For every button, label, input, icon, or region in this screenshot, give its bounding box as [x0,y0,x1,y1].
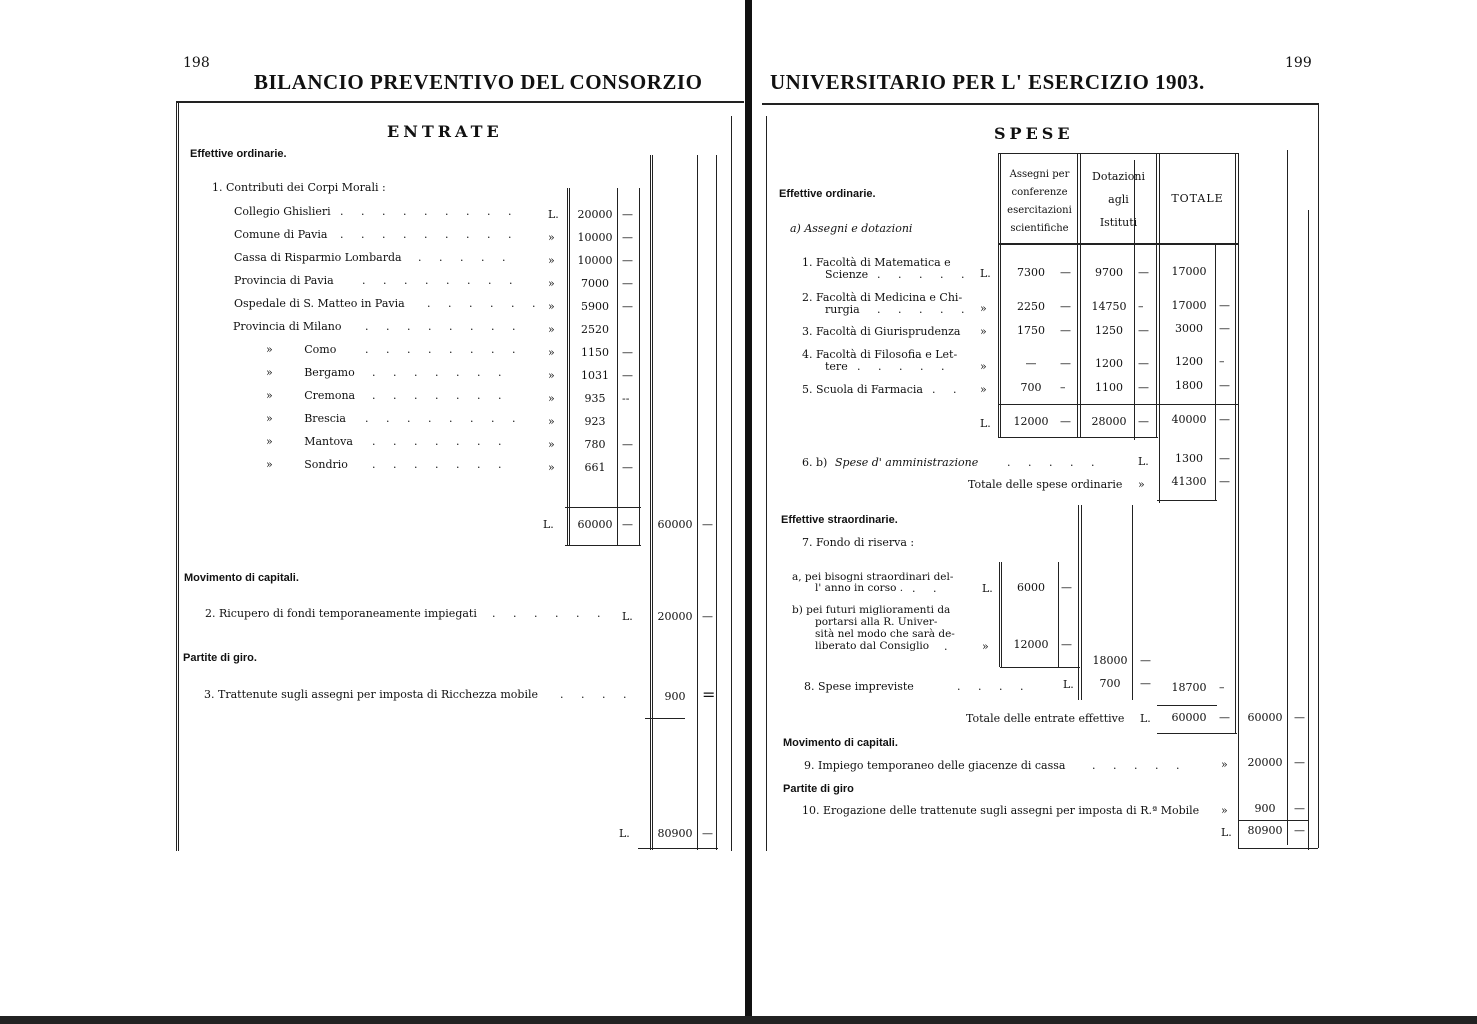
totale-effettive-label: Totale delle entrate effettive [966,712,1125,725]
contributor-name: Cassa di Risparmio Lombarda [234,251,402,264]
faculty-assegni: — [1025,357,1037,370]
faculty-a-dash: — [1060,300,1071,313]
rule [998,153,999,438]
totale-ordinarie-dash: — [1219,475,1230,488]
rule [645,718,685,719]
item3-label: 3. Trattenute sugli assegni per imposta di Ricchezza mobile [204,688,538,701]
rule [999,562,1000,667]
rule [998,404,1238,405]
faculty-a-dash: — [1060,324,1071,337]
item7b-mark: » [982,640,989,653]
grand-total-dash-right: — [1294,824,1305,837]
rule [567,188,568,546]
grand-total-amount-right: 80900 [1247,824,1283,837]
item3-dash: = [702,685,716,704]
contributor-mark: » [548,369,555,382]
faculty-t-dash: — [1219,322,1230,335]
rule [1238,153,1239,848]
header-dotazioni-3: Istituti [1099,216,1138,229]
contributor-dash: — [622,369,633,382]
item7a-line1: a, pei bisogni straordinari del- [792,571,954,583]
item7b-line1: b) pei futuri miglioramenti da [792,604,951,616]
page-number-left: 198 [183,55,210,71]
contributor-amount: 1031 [581,369,609,382]
item10-amount: 900 [1254,802,1276,815]
faculty-dotazioni: 1200 [1095,357,1123,370]
faculty-assegni: 1750 [1017,324,1045,337]
faculty-a-dash: — [1060,266,1071,279]
faculty-totals-assegni: 12000 [1013,415,1049,428]
contributor-dash: — [622,461,633,474]
contributor-dash: — [622,346,633,359]
movimento-label-left: Movimento di capitali. [184,572,299,584]
contributor-mark: » [548,277,555,290]
item2-dash: — [702,610,713,623]
contributor-mark: » [548,392,555,405]
contributor-name: Collegio Ghislieri [234,205,331,218]
faculty-t-dash: – [1219,355,1225,368]
rule [1156,153,1157,438]
rule [1001,562,1002,667]
rule [1000,667,1080,668]
rule [650,155,651,850]
faculty-totals-t-dash: — [1219,413,1230,426]
header-dotazioni-1: Dotazioni [1092,170,1145,183]
rule [1081,505,1082,700]
faculty-d-dash: – [1138,300,1144,313]
rule [1238,820,1308,821]
faculty-mark: » [980,302,987,315]
faculty-a-dash: – [1060,381,1066,394]
partite-label-right: Partite di giro [783,783,854,795]
item3-amount: 900 [664,690,686,703]
item7b-sum-dash: — [1140,654,1151,667]
rule [998,243,1238,245]
right-page: 199 UNIVERSITARIO PER L' ESERCIZIO 1903. SPESE Assegni per conferenze esercitazioni scientifiche Dotazioni agli Istituti TOTALE Effettive ordinarie. a) Assegni e dotazioni 1. Facoltà di Matematica e Scienze . . . . . L. 7300 — 9700 — 17000 2. Facoltà di Medicina e Chi- rurgia . . . . . » 2250 — 14750 – 17000 — 3. Facoltà di Giurisprudenza » 1750 — 1250 — 3000 — 4. Facoltà di Filosofia e Let- tere . . . . . » — — 1200 — 1200 – 5. Scuola di Farmacia . . » 700 – 1100 — 1800 — L. 12000 — 28000 — 40000 — 6. b) Spese d' amministrazione . . . . . L. 1300 — Totale delle spese ordinarie » 41300 — Effettive straordinarie. 7. Fondo di riserva : a, pei bisogni straordinari del- l' anno in corso . . . L. 6000 — b) pei futuri miglioramenti da portarsi alla R. Univer- sità nel modo che sarà de- liberato dal Consiglio . » 12000 — 18000 — 8. Spese impreviste . . . . L. 700 — 18700 – Totale delle entrate effettive L. 60000 — 60000 — Movimento di capitali. 9. Impiego temporaneo delle giacenze di cassa . . . . . » 20000 — Partite di giro 10. Erogazione delle trattenute sugli assegni per imposta di R.ª Mobile » 900 — L. 80900 — [752,0,1477,1024]
faculty-line2: Scienze [825,268,869,281]
faculty-mark: » [980,383,987,396]
contributor-name: Provincia di Pavia [234,274,334,287]
faculty-dotazioni: 1250 [1095,324,1123,337]
totale-effettive-outer: 60000 [1247,711,1283,724]
rule [652,155,653,850]
faculty-totale: 17000 [1171,265,1207,278]
effettive-ordinarie-label: Effettive ordinarie. [190,148,287,160]
item7a-dash: — [1061,581,1072,594]
item6-amount: 1300 [1175,452,1203,465]
item7a-mark: L. [982,582,993,595]
rule [766,116,767,851]
item6-prefix: 6. b) [802,456,828,469]
item2-amount: 20000 [657,610,693,623]
item8-label: 8. Spese impreviste [804,680,914,693]
faculty-mark: L. [980,267,991,280]
item7a-amount: 6000 [1017,581,1045,594]
contributor-mark: » [548,323,555,336]
faculty-assegni: 7300 [1017,266,1045,279]
item10-dash: — [1294,802,1305,815]
rule [569,188,570,546]
faculty-line1: 5. Scuola di Farmacia [802,383,923,396]
scan-bottom-edge [0,1016,1477,1024]
item9-amount: 20000 [1247,756,1283,769]
faculty-mark: » [980,325,987,338]
faculty-dotazioni: 14750 [1091,300,1127,313]
faculty-line1: 3. Facoltà di Giurisprudenza [802,325,961,338]
totale-ordinarie-mark: » [1138,478,1145,491]
rule [1215,245,1216,500]
faculty-line1: 2. Facoltà di Medicina e Chi- [802,291,963,304]
rule [176,101,177,851]
subtotal-dash: — [622,518,633,531]
contributor-amount: 1150 [581,346,609,359]
contributor-dash: — [622,277,633,290]
faculty-totale: 17000 [1171,299,1207,312]
item7b-sum: 18000 [1092,654,1128,667]
rule [697,155,698,850]
totale-effettive-amount: 60000 [1171,711,1207,724]
item8-total-dash: – [1219,681,1225,694]
contributor-name: » Sondrio [266,458,348,471]
contributor-mark: » [548,346,555,359]
faculty-t-dash: — [1219,379,1230,392]
faculty-d-dash: — [1138,266,1149,279]
item2-mark: L. [622,610,633,623]
subtotal-amount: 60000 [577,518,613,531]
faculty-d-dash: — [1138,324,1149,337]
contributor-amount: 20000 [577,208,613,221]
faculty-line1: 4. Facoltà di Filosofia e Let- [802,348,958,361]
item7b-line4: liberato dal Consiglio [815,640,930,652]
left-page: 198 BILANCIO PREVENTIVO DEL CONSORZIO ENTRATE Effettive ordinarie. 1. Contributi dei Corpi Morali : Collegio Ghislieri . . . . . . . . . L. 20000 — Comune di Pavia . . . . . . . . . » 10000 — Cassa di Risparmio Lombarda . . . . . » 10000 — Provincia di Pavia . . . . . . . . » 7000 — Ospedale di S. Matteo in Pavia . . . . . . » 5900 — Provincia di Milano . . . . . . . . » 2520 » Como . . . . . . . . » 1150 — » Bergamo . . . . . . . » 1031 — » Cremona . . . . . . . » 935 -- » Brescia . . . . . . . . » 923 » Mantova . . . . . . . » 780 — » Sondrio . . . . . . . » 661 — L. 60000 — 60000 — Movimento di capitali. 2. Ricupero di fondi temporaneamente impiegati . . . . . . L. 20000 — Partite di giro. 3. Trattenute sugli assegni per imposta di Ricchezza mobile . . . . 900 = L. 80900 — [0,0,745,1024]
running-head-right: UNIVERSITARIO PER L' ESERCIZIO 1903. [770,70,1205,94]
section-title-spese: SPESE [994,124,1074,143]
grand-total-mark-left: L. [619,827,630,840]
movimento-label-right: Movimento di capitali. [783,737,898,749]
rule [565,545,641,546]
rule [716,155,717,850]
rule [1078,505,1079,700]
faculty-totale: 1800 [1175,379,1203,392]
contributor-mark: » [548,300,555,313]
faculty-d-dash: — [1138,381,1149,394]
contributor-name: Provincia di Milano [233,320,342,333]
item2-label: 2. Ricupero di fondi temporaneamente impiegati [205,607,477,620]
contributor-mark: L. [548,208,559,221]
rule [178,101,179,851]
contributor-dash: — [622,254,633,267]
section-title-entrate: ENTRATE [387,122,503,141]
faculty-totals-dotazioni: 28000 [1091,415,1127,428]
rule [1318,103,1319,848]
contributor-name: » Bergamo [266,366,355,379]
item10-label: 10. Erogazione delle trattenute sugli assegni per imposta di R.ª Mobile [802,804,1200,817]
item6-dash: — [1219,452,1230,465]
page-number-right: 199 [1285,55,1312,71]
item9-mark: » [1221,758,1228,771]
straordinarie-label: Effettive straordinarie. [781,514,898,526]
header-assegni-1: Assegni per [1009,169,1070,180]
rule [998,153,1238,154]
rule [1238,848,1318,849]
item7a-line2: l' anno in corso . [815,582,904,594]
rule [731,116,732,851]
rule [638,848,718,849]
item7-label: 7. Fondo di riserva : [802,536,915,549]
rule [1308,210,1309,850]
faculty-totale: 3000 [1175,322,1203,335]
contributor-dash: — [622,438,633,451]
contributor-name: Ospedale di S. Matteo in Pavia [234,297,405,310]
grand-total-mark-right: L. [1221,826,1232,839]
contributor-mark: » [548,254,555,267]
faculty-line1: 1. Facoltà di Matematica e [802,256,951,269]
rule [1058,562,1059,667]
item1-label: 1. Contributi dei Corpi Morali : [212,181,386,194]
grand-total-amount-left: 80900 [657,827,693,840]
item7b-line2: portarsi alla R. Univer- [815,616,938,628]
contributor-amount: 923 [584,415,606,428]
faculty-dotazioni: 9700 [1095,266,1123,279]
contributor-amount: 10000 [577,231,613,244]
subtotal-total: 60000 [657,518,693,531]
contributor-amount: 661 [584,461,606,474]
totale-ordinarie-label: Totale delle spese ordinarie [968,478,1123,491]
item8-amount: 700 [1099,677,1121,690]
contributor-dash: -- [622,392,630,405]
item9-label: 9. Impiego temporaneo delle giacenze di cassa [804,759,1066,772]
contributor-mark: » [548,461,555,474]
contributor-name: » Como [266,343,337,356]
contributor-amount: 10000 [577,254,613,267]
faculty-d-dash: — [1138,357,1149,370]
totale-effettive-outer-dash: — [1294,711,1305,724]
header-totale: TOTALE [1171,192,1224,205]
contributor-name: » Cremona [266,389,356,402]
faculty-totals-totale: 40000 [1171,413,1207,426]
contributor-name: Comune di Pavia [234,228,328,241]
contributor-dash: — [622,208,633,221]
rule [176,101,744,103]
header-assegni-4: scientifiche [1010,223,1069,234]
item8-dash: — [1140,677,1151,690]
contributor-amount: 7000 [581,277,609,290]
rule [762,103,1318,105]
rule [998,437,1158,438]
totale-effettive-mark: L. [1140,712,1151,725]
faculty-t-dash: — [1219,299,1230,312]
rule [1235,153,1236,733]
contributor-amount: 2520 [581,323,609,336]
contributor-amount: 935 [584,392,606,405]
running-head-left: BILANCIO PREVENTIVO DEL CONSORZIO [254,70,703,94]
faculty-dotazioni: 1100 [1095,381,1123,394]
item8-mark: L. [1063,678,1074,691]
faculty-a-dash: — [1060,357,1071,370]
rule [1157,500,1217,501]
item8-total: 18700 [1171,681,1207,694]
faculty-line2: tere [825,360,848,373]
contributor-mark: » [548,438,555,451]
partite-label-left: Partite di giro. [183,652,257,664]
sub-a-label: a) Assegni e dotazioni [790,222,913,235]
item10-mark: » [1221,804,1228,817]
item6-label: Spese d' amministrazione [835,456,979,469]
rule [1159,153,1160,503]
item7b-dash: — [1061,638,1072,651]
contributor-mark: » [548,231,555,244]
item9-dash: — [1294,756,1305,769]
contributor-dash: — [622,231,633,244]
rule [1157,733,1237,734]
subtotal-total-dash: — [702,518,713,531]
faculty-assegni: 700 [1020,381,1042,394]
rule [1132,505,1133,700]
contributor-mark: » [548,415,555,428]
rule [1077,153,1078,438]
contributor-name: » Brescia [266,412,346,425]
effettive-ordinarie-label-right: Effettive ordinarie. [779,188,876,200]
rule [639,188,640,546]
totale-effettive-dash: — [1219,711,1230,724]
book-spine [745,0,752,1024]
item7b-amount: 12000 [1013,638,1049,651]
faculty-totals-d-dash: — [1138,415,1149,428]
item6-mark: L. [1138,455,1149,468]
faculty-totals-a-dash: — [1060,415,1071,428]
header-dotazioni-2: agli [1108,193,1129,206]
rule [1287,150,1288,845]
contributor-amount: 780 [584,438,606,451]
header-assegni-2: conferenze [1011,187,1068,198]
rule [1000,153,1001,438]
faculty-totals-mark: L. [980,417,991,430]
faculty-totale: 1200 [1175,355,1203,368]
totale-ordinarie-amount: 41300 [1171,475,1207,488]
rule [617,188,618,546]
faculty-line2: rurgia [825,303,860,316]
grand-total-dash-left: — [702,827,713,840]
rule [565,507,641,508]
header-assegni-3: esercitazioni [1007,205,1072,216]
contributor-amount: 5900 [581,300,609,313]
item7b-line3: sità nel modo che sarà de- [815,628,955,640]
contributor-dash: — [622,300,633,313]
faculty-assegni: 2250 [1017,300,1045,313]
faculty-mark: » [980,360,987,373]
subtotal-mark: L. [543,518,554,531]
contributor-name: » Mantova [266,435,353,448]
rule [1157,705,1217,706]
